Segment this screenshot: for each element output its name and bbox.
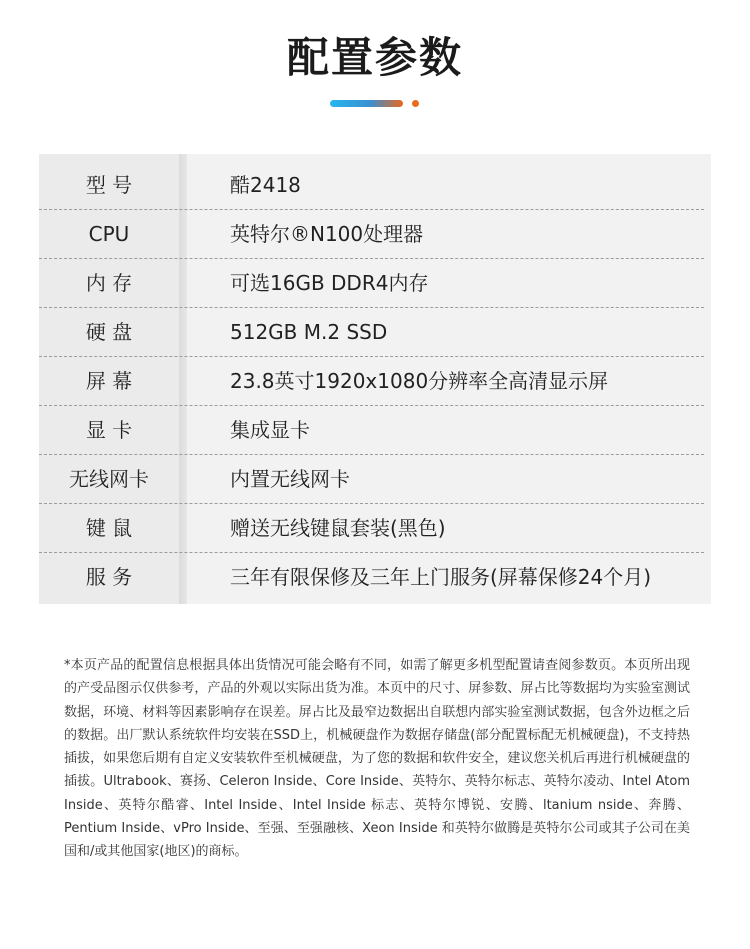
- spec-value: 集成显卡: [230, 418, 310, 442]
- spec-label: 键 鼠: [85, 516, 133, 540]
- spec-value: 可选16GB DDR4内存: [230, 271, 429, 295]
- spec-row-model: [39, 161, 711, 210]
- spec-row-graphics: [39, 406, 711, 455]
- footnote: *本页产品的配置信息根据具体出货情况可能会略有不同，如需了解更多机型配置请查阅参数页。本页所出现的产受品图示仅供参考，产品的外观以实际出货为准。本页中的尺寸、屏参数、屏占比等数据均为实验室测试数据，环境、材料等因素影响存在误差。屏占比及最窄边数据出自联想内部实验室测试数据，包含外边框之后的数据。出厂默认系统软件均安装在SSD上，机械硬盘作为数据存储盘(部分配置标配无机械硬盘)，不支持热插拔，如果您后期有自定义安装软件至机械硬盘，为了您的数据和软件安全，建议您关机后再进行机械硬盘的插拔。Ultrabook、赛扬、Celeron Inside、Core Inside、英特尔、英特尔标志、英特尔凌动、Intel Atom Inside、英特尔酷睿、Intel Inside、Intel Inside 标志、英特尔博锐、安腾、ltanium nside、奔腾、Pentium Inside、vPro Inside、至强、至强融核、Xeon Inside 和英特尔做腾是英特尔公司或其子公司在美国和/或其他国家(地区)的商标。: [64, 658, 690, 860]
- spec-row-storage: [39, 308, 711, 357]
- spec-label: 内 存: [85, 271, 133, 295]
- spec-label: 显 卡: [85, 418, 133, 442]
- spec-value: 三年有限保修及三年上门服务(屏幕保修24个月): [230, 565, 652, 589]
- accent-gradient-bar: [330, 100, 403, 107]
- spec-label: 硬 盘: [85, 320, 133, 344]
- spec-label: 型 号: [85, 173, 133, 197]
- spec-row-keyboard-mouse: [39, 504, 711, 553]
- spec-value: 英特尔®N100处理器: [230, 222, 424, 246]
- page-title: 配置参数: [286, 33, 463, 82]
- spec-label: 屏 幕: [85, 369, 133, 393]
- spec-row-cpu: [39, 210, 711, 259]
- spec-table: [39, 154, 711, 604]
- spec-label: 无线网卡: [69, 467, 149, 491]
- spec-label: CPU: [88, 222, 130, 246]
- title-accent: [330, 100, 430, 108]
- spec-value: 内置无线网卡: [230, 467, 350, 491]
- spec-row-screen: [39, 357, 711, 406]
- spec-value: 赠送无线键鼠套装(黑色): [230, 516, 446, 540]
- spec-row-wireless: [39, 455, 711, 504]
- spec-row-service: [39, 553, 711, 602]
- spec-value: 23.8英寸1920x1080分辨率全高清显示屏: [230, 369, 609, 393]
- spec-row-memory: [39, 259, 711, 308]
- spec-label: 服 务: [85, 565, 133, 589]
- accent-dot: [412, 100, 419, 107]
- spec-value: 酷2418: [230, 173, 301, 197]
- spec-value: 512GB M.2 SSD: [230, 320, 388, 344]
